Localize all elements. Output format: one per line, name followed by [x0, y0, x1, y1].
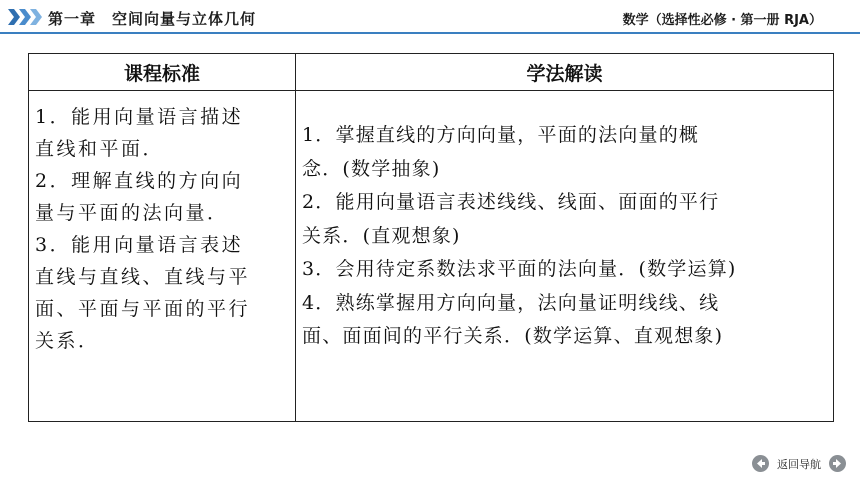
- content-table: [28, 53, 834, 422]
- standards-line: 量与平面的法向量．: [35, 202, 229, 224]
- standards-line: 直线与直线、直线与平: [35, 266, 251, 288]
- header-divider: [0, 32, 860, 34]
- chapter-title: 第一章 空间向量与立体几何: [48, 10, 257, 28]
- header-methods: 学法解读: [296, 54, 834, 91]
- table-header-row: [29, 54, 834, 91]
- methods-line: 关系．(直观想象): [302, 224, 461, 247]
- standards-line: 3．能用向量语言表述: [35, 234, 244, 256]
- header-standards: 课程标准: [29, 54, 296, 91]
- arrow-right-icon[interactable]: [829, 455, 846, 472]
- arrow-left-icon[interactable]: [752, 455, 769, 472]
- standards-line: 面、平面与平面的平行: [35, 298, 251, 320]
- subject-title: 数学（选择性必修 · 第一册 RJA）: [622, 13, 822, 28]
- footer-nav: [752, 455, 846, 472]
- standards-line: 1．能用向量语言描述: [35, 106, 244, 128]
- methods-line: 4．熟练掌握用方向向量，法向量证明线线、线: [302, 291, 720, 314]
- methods-line: 1．掌握直线的方向向量，平面的法向量的概: [302, 124, 700, 146]
- methods-cell: [296, 91, 834, 422]
- methods-line: 面、面面间的平行关系．(数学运算、直观想象): [302, 325, 724, 347]
- standards-line: 2．理解直线的方向向: [35, 170, 244, 192]
- methods-line: 3．会用待定系数法求平面的法向量．(数学运算): [302, 258, 737, 280]
- chevrons-icon: [8, 9, 44, 25]
- standards-cell: [29, 91, 296, 422]
- table-row: [29, 91, 834, 422]
- methods-line: 念．(数学抽象): [302, 157, 441, 180]
- standards-line: 直线和平面．: [35, 138, 165, 160]
- standards-line: 关系．: [35, 330, 100, 352]
- methods-line: 2．能用向量语言表述线线、线面、面面的平行: [302, 191, 720, 213]
- back-to-nav-link[interactable]: 返回导航: [777, 457, 821, 471]
- page-header: [0, 0, 860, 34]
